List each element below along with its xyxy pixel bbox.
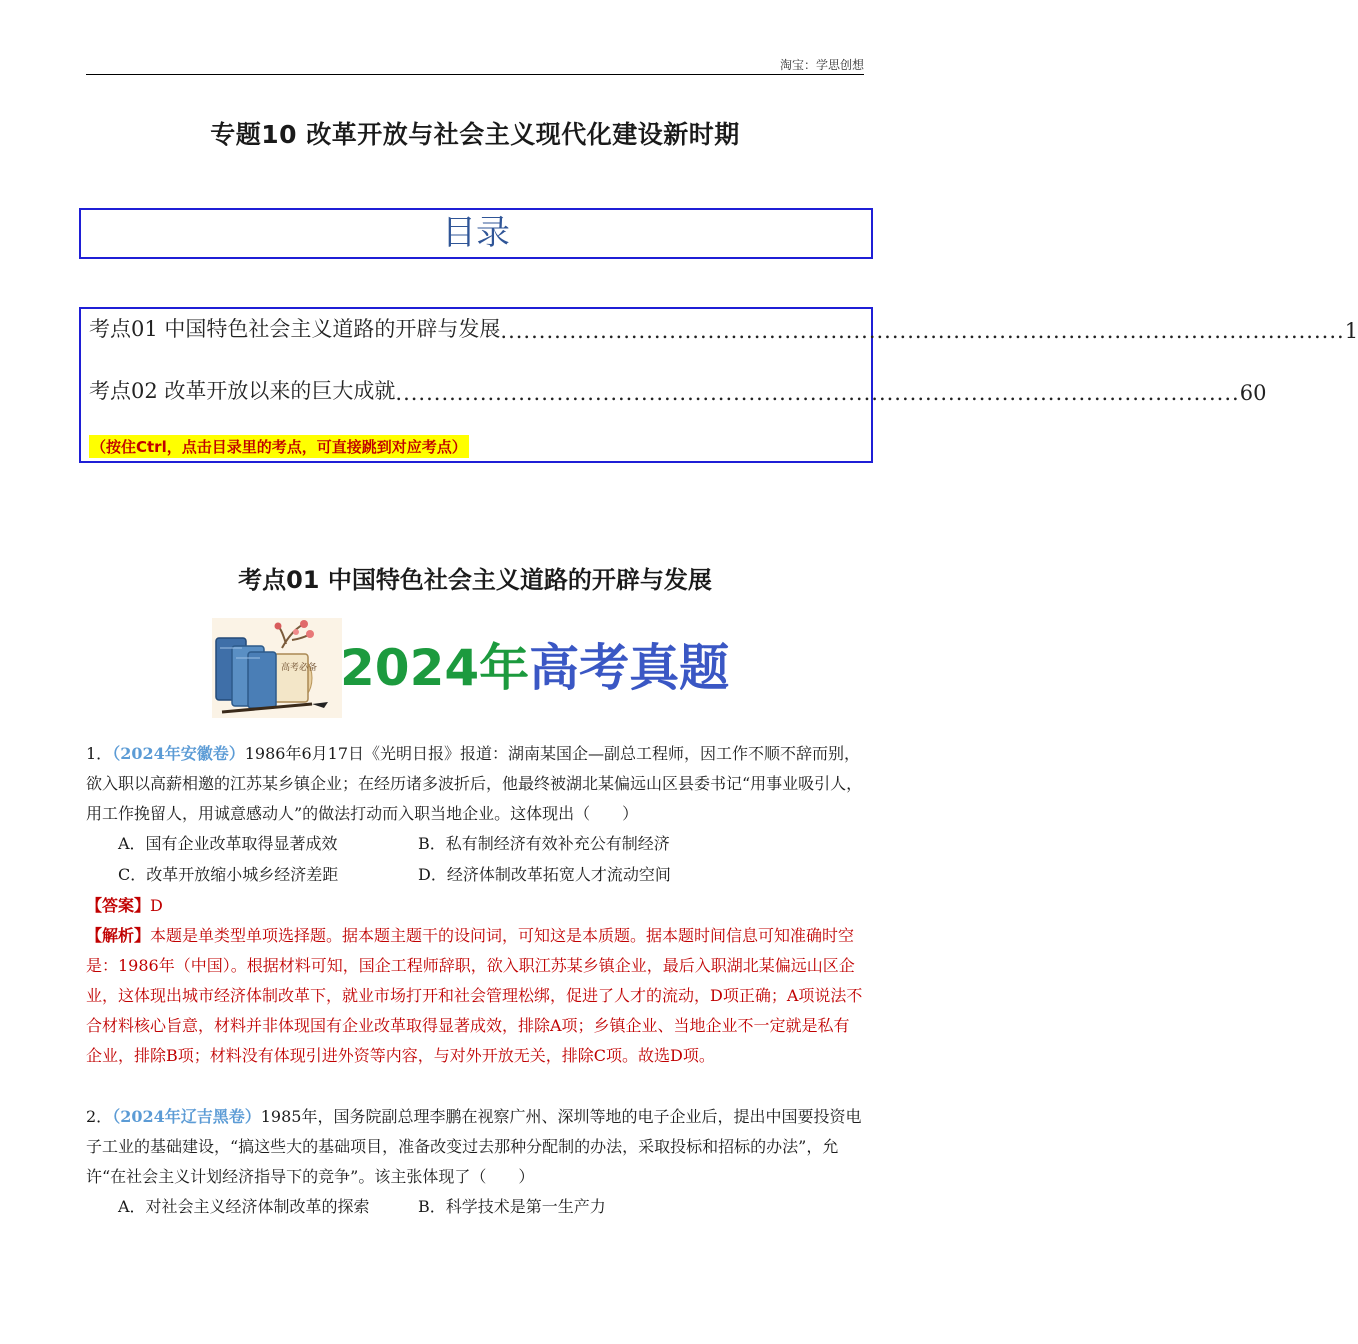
question-1 <box>86 739 864 829</box>
question-2 <box>86 1102 864 1192</box>
toc-tip: （按住Ctrl，点击目录里的考点，可直接跳到对应考点） <box>89 435 469 458</box>
toc-leader-dots: .............................................................................................................. <box>500 319 1345 343</box>
option-a: A．对社会主义经济体制改革的探索 <box>118 1197 370 1216</box>
question-stem: 1986年6月17日《光明日报》报道：湖南某国企—副总工程师，因工作不顺不辞而别，欲入职以高薪相邀的江苏某乡镇企业；在经历诸多波折后，他最终被湖北某偏远山区县委书记“用事业吸引人，用工作挽留人，用诚意感动人”的做法打动而入职当地企业。这体现出（ ） <box>86 744 863 823</box>
toc-item-01[interactable] <box>89 313 1358 343</box>
toc-item-02[interactable] <box>89 375 1267 405</box>
toc-item-page: 60 <box>1239 381 1267 405</box>
toc-box <box>79 307 1358 463</box>
option-b: B．私有制经济有效补充公有制经济 <box>418 834 670 853</box>
books-illustration-icon <box>212 618 342 718</box>
toc-heading-box <box>79 208 873 259</box>
answer-value: D <box>150 896 163 915</box>
question-source: （2024年安徽卷） <box>112 744 245 763</box>
toc-item-page: 1 <box>1344 319 1358 343</box>
question-stem: 1985年，国务院副总理李鹏在视察广州、深圳等地的电子企业后，提出中国要投资电子工业的基础建设，“搞这些大的基础项目，准备改变过去那种分配制的办法，采取投标和招标的办法”，允许“在社会主义计划经济指导下的竞争”。该主张体现了（ ） <box>86 1107 862 1186</box>
question-number: 1． <box>86 744 113 763</box>
question-source: （2024年辽吉黑卷） <box>112 1107 261 1126</box>
toc-leader-dots: .............................................................................................................. <box>395 381 1240 405</box>
exam-banner <box>212 618 737 718</box>
analysis-block <box>86 921 864 1071</box>
banner-title <box>340 628 729 700</box>
answer-line <box>86 891 163 921</box>
option-c: C．改革开放缩小城乡经济差距 <box>118 865 339 884</box>
analysis-label: 【解析】 <box>86 926 151 945</box>
analysis-text: 本题是单类型单项选择题。据本题主题干的设问词，可知这是本质题。据本题时间信息可知准确时空是：1986年（中国）。根据材料可知，国企工程师辞职，欲入职江苏某乡镇企业，最后入职湖北某偏远山区企业，这体现出城市经济体制改革下，就业市场打开和社会管理松绑，促进了人才的流动，D项正确；A项说法不合材料核心旨意，材料并非体现国有企业改革取得显著成效，排除A项；乡镇企业、当地企业不一定就是私有企业，排除B项；材料没有体现引进外资等内容，与对外开放无关，排除C项。故选D项。 <box>86 926 863 1065</box>
toc-item-label: 考点01 中国特色社会主义道路的开辟与发展 <box>89 317 501 341</box>
header-rule <box>86 74 864 75</box>
section-title: 考点01 中国特色社会主义道路的开辟与发展 <box>238 566 712 594</box>
book-label: 高考必备 <box>281 663 318 673</box>
option-b: B．科学技术是第一生产力 <box>418 1197 606 1216</box>
question-number: 2． <box>86 1107 113 1126</box>
toc-item-label: 考点02 改革开放以来的巨大成就 <box>89 379 396 403</box>
header-note: 淘宝：学思创想 <box>779 58 864 72</box>
toc-heading: 目录 <box>442 213 510 253</box>
banner-keyword: 高考真题 <box>529 639 730 697</box>
banner-year: 2024年 <box>340 639 530 697</box>
option-d: D．经济体制改革拓宽人才流动空间 <box>418 865 671 884</box>
answer-label: 【答案】 <box>86 896 151 915</box>
document-title: 专题10 改革开放与社会主义现代化建设新时期 <box>210 120 740 149</box>
option-a: A．国有企业改革取得显著成效 <box>118 834 338 853</box>
